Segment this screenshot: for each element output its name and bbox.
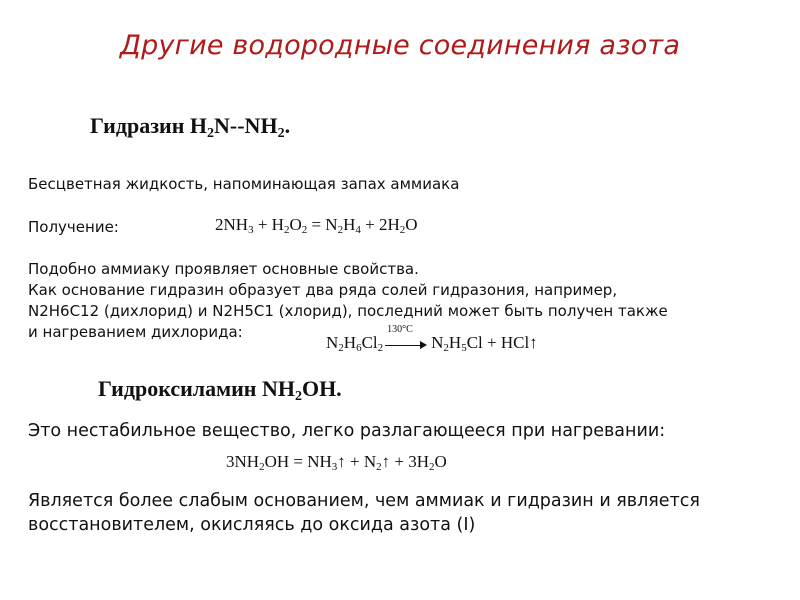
eq-sub: 2 [338, 342, 344, 354]
eq-sub: 2 [377, 342, 384, 354]
eq-part: ↑ + N [337, 452, 377, 471]
eq-part: Cl [361, 333, 378, 352]
eq-sub: 2 [259, 461, 265, 473]
eq-part: ↑ + 3H [381, 452, 430, 471]
basicity-line: восстановителем, окисляясь до оксида азота (I) [28, 515, 476, 535]
eq-part: 3NH [226, 452, 260, 471]
hydroxylamine-heading-sub: 2 [294, 389, 302, 404]
eq-part: OH = NH [264, 452, 332, 471]
hydrazine-heading-text: . [284, 113, 291, 138]
eq-part: N [431, 333, 444, 352]
slide-title: Другие водородные соединения азота [119, 30, 681, 61]
eq-sub: 2 [283, 224, 290, 236]
equation-heating [326, 324, 538, 354]
eq-part: N [326, 333, 339, 352]
basicity-line: Является более слабым основанием, чем аммиак и гидразин и является [28, 491, 700, 511]
eq-sub: 6 [356, 342, 362, 354]
eq-part: H [343, 215, 356, 234]
properties-line: и нагреванием дихлорида: [28, 323, 243, 341]
hydroxylamine-basicity [28, 489, 800, 537]
properties-line: Как основание гидразин образует два ряда солей гидразония, например, [28, 281, 618, 299]
eq-part: + 2H [360, 215, 400, 234]
hydroxylamine-heading-text: Гидроксиламин NH [98, 376, 295, 401]
hydrazine-heading-sub: 2 [207, 126, 215, 141]
eq-part: H [448, 333, 462, 352]
eq-sub: 2 [337, 224, 344, 236]
hydrazine-heading-text: N--NH [214, 113, 278, 138]
eq-sub: 3 [331, 461, 338, 473]
arrow-condition: 130°C [387, 324, 413, 336]
eq-sub: 2 [376, 461, 382, 473]
preparation-label: Получение: [28, 218, 119, 236]
arrow-shaft [385, 345, 425, 346]
reaction-arrow-icon [385, 324, 429, 351]
hydrazine-heading-sub: 2 [277, 126, 285, 141]
eq-sub: 2 [399, 224, 406, 236]
properties-line: Подобно аммиаку проявляет основные свойства. [28, 260, 419, 278]
eq-part: O [434, 452, 447, 471]
equation-preparation [215, 215, 418, 236]
eq-part: = N [307, 215, 338, 234]
hydrazine-description: Бесцветная жидкость, напоминающая запах аммиака [28, 175, 460, 193]
eq-sub: 3 [248, 224, 254, 236]
hydroxylamine-instability: Это нестабильное вещество, легко разлагающееся при нагревании: [28, 421, 666, 441]
eq-part: H [343, 333, 357, 352]
hydrazine-heading-text: Гидразин H [90, 113, 208, 138]
eq-part: + H [253, 215, 284, 234]
hydroxylamine-heading [98, 376, 342, 405]
eq-part: 2NH [215, 215, 249, 234]
properties-line: N2H6C12 (дихлорид) и N2H5C1 (хлорид), последний может быть получен также [28, 302, 668, 320]
hydroxylamine-heading-text: OH. [301, 376, 342, 401]
eq-part: O [405, 215, 418, 234]
eq-part: O [289, 215, 302, 234]
eq-part: Cl + HCl↑ [466, 333, 538, 352]
eq-sub: 4 [355, 224, 361, 236]
hydrazine-heading [90, 113, 290, 142]
eq-sub: 2 [301, 224, 308, 236]
eq-sub: 2 [443, 342, 449, 354]
eq-sub: 5 [461, 342, 467, 354]
eq-sub: 2 [429, 461, 435, 473]
arrow-head [420, 341, 427, 349]
hydrazine-properties [28, 259, 668, 343]
equation-decomposition [226, 452, 447, 473]
